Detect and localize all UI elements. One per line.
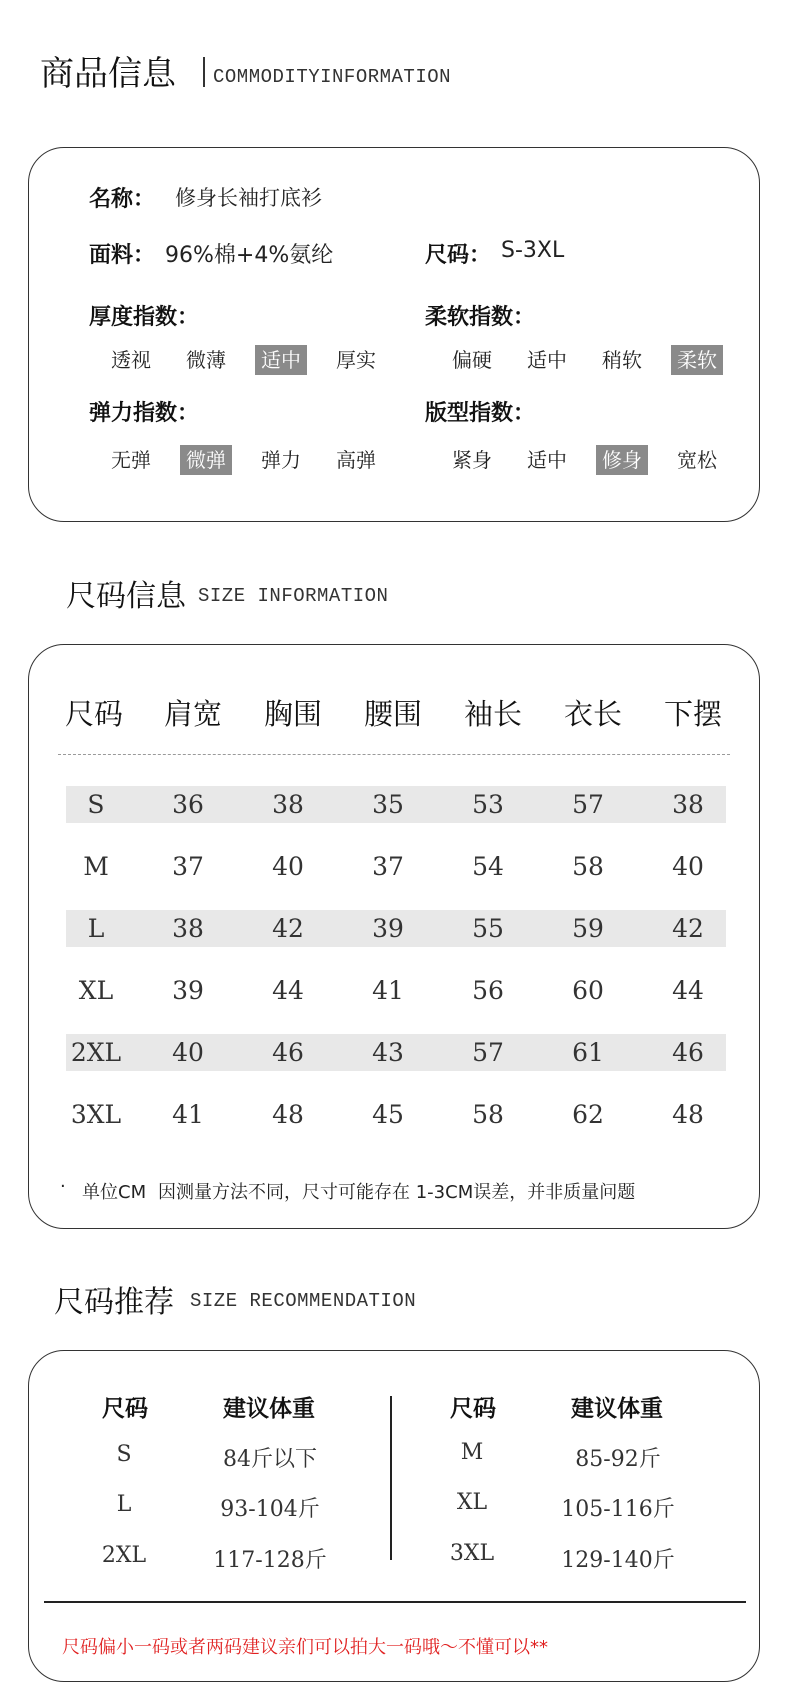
thickness-option: 厚实 [336, 348, 376, 372]
elasticity-option-selected: 微弹 [180, 445, 232, 475]
table-cell: 40 [672, 852, 704, 881]
table-cell: 41 [172, 1100, 204, 1129]
size-table-header: 胸围 [263, 697, 322, 731]
table-cell: S [87, 790, 105, 819]
table-cell: 38 [172, 914, 204, 943]
table-cell: 40 [172, 1038, 204, 1067]
table-cell: 38 [672, 790, 704, 819]
table-row [66, 1034, 726, 1071]
rec-size: M [460, 1440, 484, 1465]
table-cell: 39 [372, 914, 404, 943]
thickness-option: 微薄 [186, 348, 226, 372]
rec-weight: 84斤以下 [223, 1447, 317, 1472]
table-cell: 42 [272, 914, 304, 943]
rec-weight: 105-116斤 [561, 1497, 675, 1522]
table-cell: 37 [172, 852, 204, 881]
table-cell: 48 [672, 1100, 704, 1129]
rec-header-weight: 建议体重 [571, 1396, 663, 1422]
table-cell: 38 [272, 790, 304, 819]
table-cell: 54 [472, 852, 504, 881]
table-cell: 44 [272, 976, 304, 1005]
table-cell: 60 [572, 976, 604, 1005]
table-cell: 57 [572, 790, 604, 819]
rec-size: XL [456, 1490, 488, 1515]
table-cell: L [87, 914, 105, 943]
table-row [66, 786, 726, 823]
table-cell: 2XL [70, 1038, 122, 1067]
size-info-title: 尺码信息 [66, 579, 186, 614]
fit-option: 宽松 [677, 448, 717, 472]
softness-option: 稍软 [602, 348, 642, 372]
size-info-subtitle: SIZE INFORMATION [198, 585, 389, 607]
note-bullet: · [60, 1176, 66, 1197]
table-row [66, 972, 726, 1009]
rec-size: 3XL [449, 1541, 495, 1566]
size-table-header: 袖长 [463, 697, 522, 731]
table-cell: 59 [572, 914, 604, 943]
rec-size: 2XL [101, 1543, 147, 1568]
note-unit: 单位CM [82, 1182, 147, 1203]
commodity-card [28, 147, 760, 522]
table-cell: 46 [672, 1038, 704, 1067]
table-cell: 41 [372, 976, 404, 1005]
table-cell: 58 [572, 852, 604, 881]
table-cell: 35 [372, 790, 404, 819]
size-range-label: 尺码： [425, 243, 492, 268]
fit-option-selected: 修身 [596, 445, 648, 475]
elasticity-option: 无弹 [111, 448, 151, 472]
softness-option: 适中 [527, 348, 567, 372]
table-row [66, 848, 726, 885]
thickness-option: 透视 [111, 348, 151, 372]
softness-label: 柔软指数： [425, 305, 536, 330]
elasticity-option: 高弹 [336, 448, 376, 472]
fabric-value: 96%棉+4%氨纶 [165, 243, 334, 268]
commodity-subtitle: COMMODITYINFORMATION [213, 66, 452, 88]
softness-option: 偏硬 [452, 348, 492, 372]
fit-option: 适中 [527, 448, 567, 472]
size-table-header: 腰围 [363, 697, 422, 731]
rec-weight: 85-92斤 [575, 1447, 661, 1472]
rec-weight: 117-128斤 [213, 1548, 327, 1573]
table-cell: 3XL [70, 1100, 122, 1129]
table-cell: 36 [172, 790, 204, 819]
title-divider [203, 57, 205, 87]
rec-size: S [116, 1442, 132, 1467]
table-cell: 40 [272, 852, 304, 881]
table-cell: 55 [472, 914, 504, 943]
table-cell: 44 [672, 976, 704, 1005]
thickness-option-selected: 适中 [255, 345, 307, 375]
table-cell: 45 [372, 1100, 404, 1129]
table-cell: 56 [472, 976, 504, 1005]
table-cell: 62 [572, 1100, 604, 1129]
table-cell: 43 [372, 1038, 404, 1067]
rec-header-weight: 建议体重 [223, 1396, 315, 1422]
note-text: 因测量方法不同，尺寸可能存在 1-3CM误差，并非质量问题 [158, 1182, 636, 1203]
header-divider [58, 754, 730, 755]
rec-column-divider [390, 1396, 392, 1560]
table-cell: 61 [572, 1038, 604, 1067]
table-cell: 37 [372, 852, 404, 881]
table-cell: XL [78, 976, 114, 1005]
rec-header-size: 尺码 [102, 1396, 148, 1422]
fit-label: 版型指数： [425, 401, 536, 426]
elasticity-option: 弹力 [261, 448, 301, 472]
rec-header-size: 尺码 [450, 1396, 496, 1422]
table-cell: M [83, 852, 109, 881]
rec-size: L [116, 1492, 132, 1517]
table-cell: 58 [472, 1100, 504, 1129]
fit-option: 紧身 [452, 448, 492, 472]
size-table-header: 尺码 [64, 697, 123, 731]
size-table-header: 衣长 [563, 697, 622, 731]
table-cell: 42 [672, 914, 704, 943]
commodity-title: 商品信息 [40, 54, 176, 94]
table-cell: 57 [472, 1038, 504, 1067]
rec-footer-note: 尺码偏小一码或者两码建议亲们可以拍大一码哦～不懂可以** [62, 1637, 548, 1658]
size-table-header: 肩宽 [163, 697, 222, 731]
fabric-label: 面料： [89, 243, 156, 268]
rec-footer-divider [44, 1601, 746, 1603]
table-row [66, 910, 726, 947]
table-row [66, 1096, 726, 1133]
size-rec-subtitle: SIZE RECOMMENDATION [190, 1290, 417, 1312]
rec-weight: 129-140斤 [561, 1548, 675, 1573]
name-value: 修身长袖打底衫 [175, 186, 322, 210]
size-rec-title: 尺码推荐 [54, 1285, 174, 1320]
size-table-header: 下摆 [663, 697, 722, 731]
rec-weight: 93-104斤 [220, 1497, 320, 1522]
table-cell: 48 [272, 1100, 304, 1129]
table-cell: 53 [472, 790, 504, 819]
table-cell: 39 [172, 976, 204, 1005]
elasticity-label: 弹力指数： [89, 401, 200, 426]
softness-option-selected: 柔软 [671, 345, 723, 375]
name-label: 名称： [89, 187, 156, 212]
table-cell: 46 [272, 1038, 304, 1067]
thickness-label: 厚度指数： [89, 305, 200, 330]
size-range-value: S-3XL [501, 238, 565, 263]
